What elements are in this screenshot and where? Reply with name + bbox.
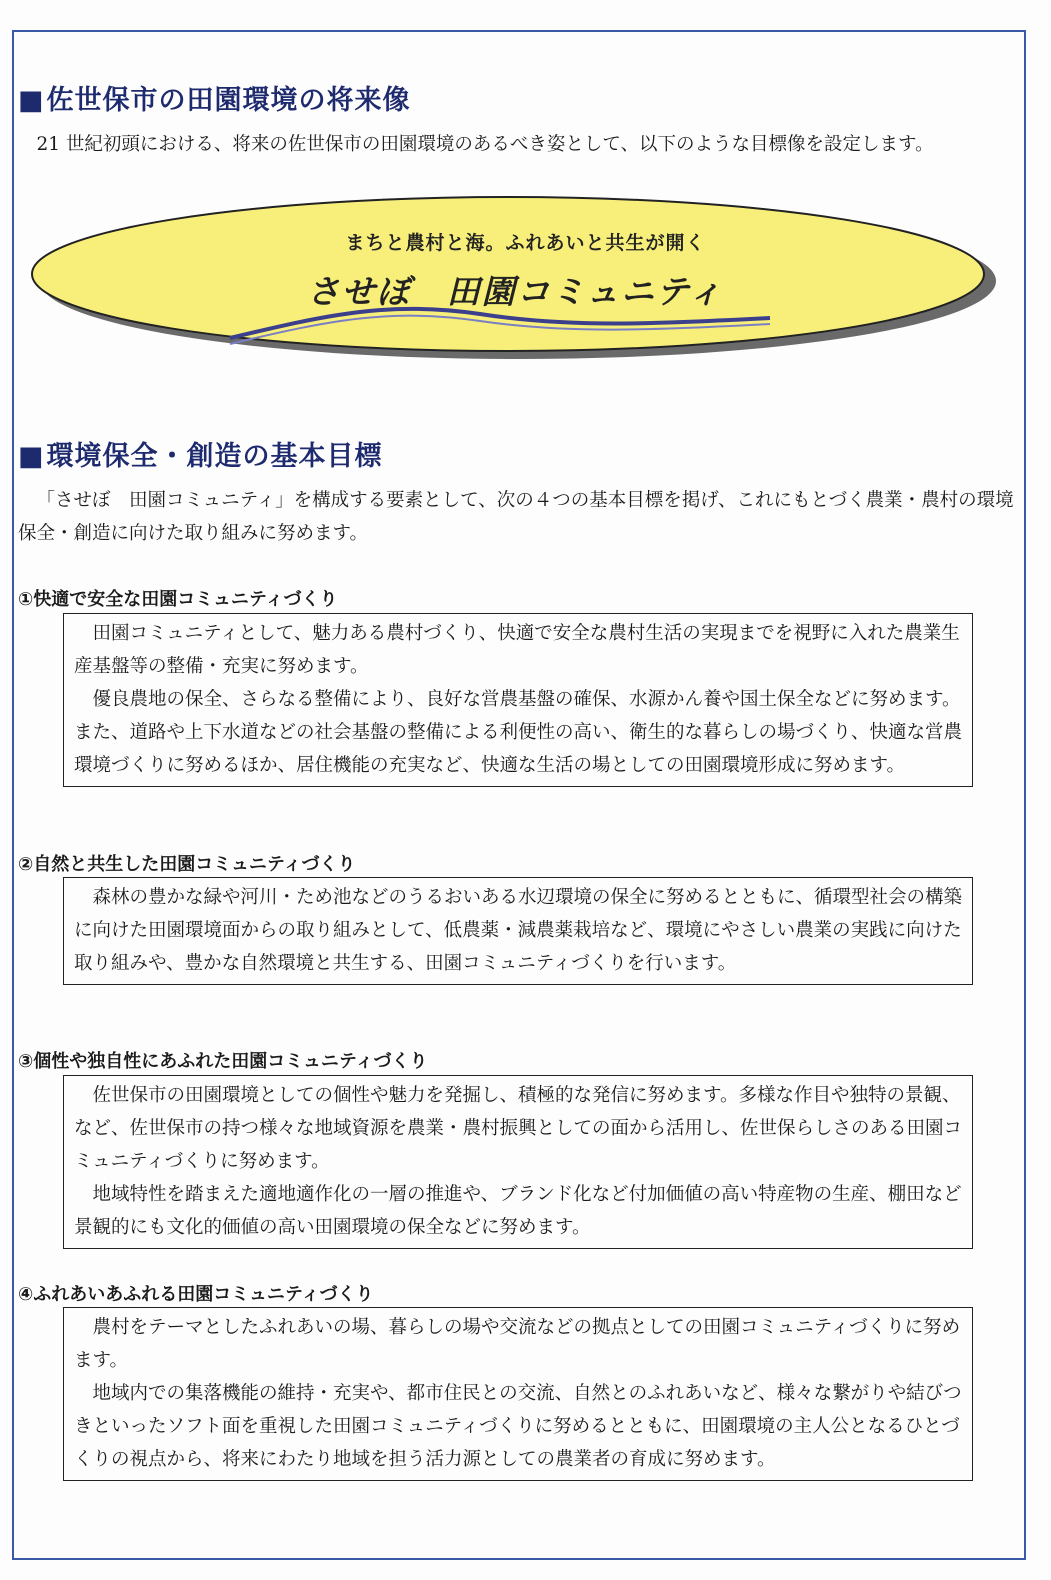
goal-title: ④ふれあいあふれる田園コミュニティづくり [18,1284,374,1305]
goal-box [63,877,973,985]
goal-box [63,613,973,787]
goals-intro: 「させぼ 田園コミュニティ」を構成する要素として、次の４つの基本目標を掲げ、これにもとづく農業・農村の環境保全・創造に向けた取り組みに努めます。 [18,490,1014,544]
goal-box [63,1307,973,1481]
goal-paragraph: 佐世保市の田園環境としての個性や魅力を発掘し、積極的な発信に努めます。多様な作目や独特の景観、など、佐世保市の持つ様々な地域資源を農業・農村振興としての面から活用し、佐世保らしさのある田園コミュニティづくりに努めます。 [74,1085,963,1172]
goal-paragraph: 田園コミュニティとして、魅力ある農村づくり、快適で安全な農村生活の実現までを視野に入れた農業生産基盤等の整備・充実に努めます。 [74,623,960,677]
goal-title: ③個性や独自性にあふれた田園コミュニティづくり [18,1051,428,1072]
section-heading-vision: ■佐世保市の田園環境の将来像 [18,85,411,116]
banner-subtitle: まちと農村と海。ふれあいと共生が開く [345,232,706,254]
banner-title: させぼ 田園コミュニティ [306,272,724,311]
goal-paragraph: 農村をテーマとしたふれあいの場、暮らしの場や交流などの拠点としての田園コミュニティづくりに努めます。 [74,1317,961,1371]
square-bullet-icon: ■ [18,441,45,472]
goal-paragraph: 地域特性を踏まえた適地適作化の一層の推進や、ブランド化など付加価値の高い特産物の生産、棚田など景観的にも文化的価値の高い田園環境の保全などに努めます。 [74,1184,962,1238]
section-heading-goals: ■環境保全・創造の基本目標 [18,441,383,472]
goal-paragraph: 森林の豊かな緑や河川・ため池などのうるおいある水辺環境の保全に努めるとともに、循環型社会の構築に向けた田園環境面からの取り組みとして、低農薬・減農薬栽培など、環境にやさしい農業の実践に向けた取り組みや、豊かな自然環境と共生する、田園コミュニティづくりを行います。 [74,887,963,974]
goal-paragraph: 優良農地の保全、さらなる整備により、良好な営農基盤の確保、水源かん養や国土保全などに努めます。また、道路や上下水道などの社会基盤の整備による利便性の高い、衛生的な暮らしの場づくり、快適な営農環境づくりに努めるほか、居住機能の充実など、快適な生活の場としての田園環境形成に努めます。 [74,689,963,776]
goal-title: ①快適で安全な田園コミュニティづくり [18,589,338,610]
goal-paragraph: 地域内での集落機能の維持・充実や、都市住民との交流、自然とのふれあいなど、様々な繋がりや結びつきといったソフト面を重視した田園コミュニティづくりに努めるとともに、田園環境の主人公となるひとづくりの視点から、将来にわたり地域を担う活力源としての農業者の育成に努めます。 [74,1383,962,1470]
vision-intro: 21 世紀初頭における、将来の佐世保市の田園環境のあるべき姿として、以下のような目標像を設定します。 [36,134,934,155]
goal-box [63,1075,973,1249]
square-bullet-icon: ■ [18,85,45,116]
goal-title: ②自然と共生した田園コミュニティづくり [18,854,356,875]
